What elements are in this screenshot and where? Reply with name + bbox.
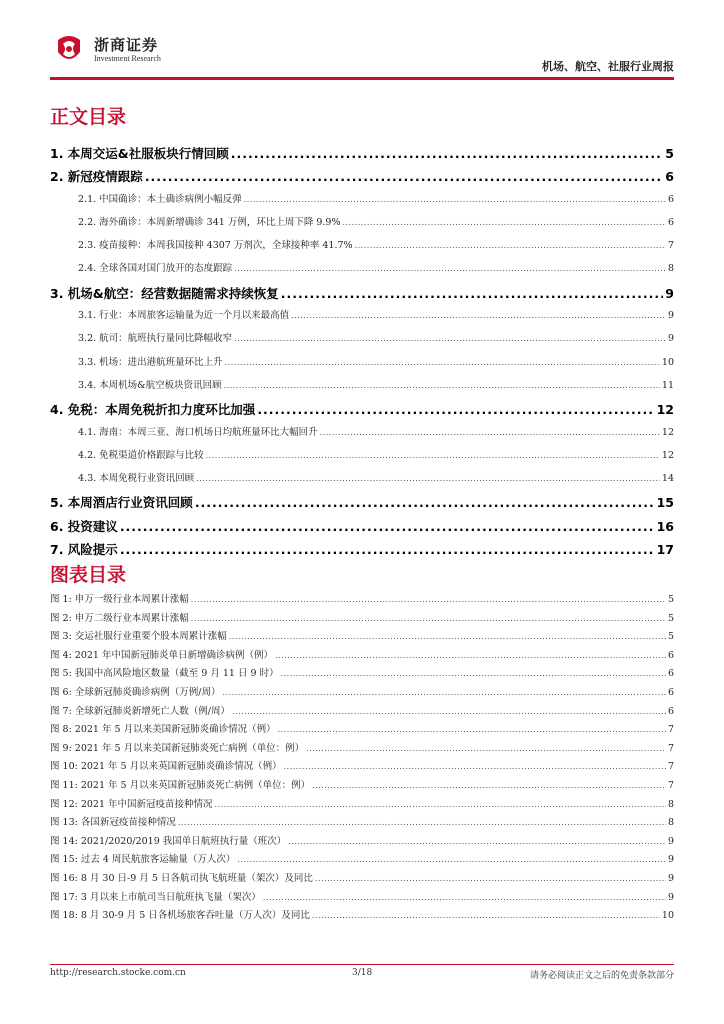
toc-entry-page: 12 bbox=[661, 449, 674, 461]
figure-entry[interactable] bbox=[50, 703, 674, 722]
toc-entry-label: 2. 新冠疫情跟踪 bbox=[50, 169, 143, 185]
dot-leader bbox=[342, 218, 665, 227]
toc-entry-label: 3.1. 行业：本周旅客运输量为近一个月以来最高值 bbox=[78, 310, 290, 322]
figure-entry-label: 图 15: 过去 4 周民航旅客运输量（万人次） bbox=[50, 854, 236, 866]
figure-entry-page: 9 bbox=[667, 835, 674, 847]
toc-entry-page: 14 bbox=[661, 473, 674, 485]
figure-entry[interactable] bbox=[50, 833, 674, 852]
footer-divider bbox=[50, 964, 674, 965]
figure-entry-label: 图 9: 2021 年 5 月以来美国新冠肺炎死亡病例（单位：例） bbox=[50, 742, 305, 754]
toc-entry[interactable] bbox=[50, 237, 674, 260]
company-logo bbox=[50, 30, 210, 72]
header-divider bbox=[50, 77, 674, 80]
dot-leader bbox=[232, 707, 666, 716]
dot-leader bbox=[196, 474, 660, 483]
figure-entry-page: 7 bbox=[667, 742, 674, 754]
dot-leader bbox=[225, 358, 660, 367]
dot-leader bbox=[178, 818, 666, 827]
toc-entry[interactable] bbox=[50, 260, 674, 283]
toc-entry[interactable] bbox=[50, 493, 674, 516]
page-header bbox=[50, 30, 674, 76]
toc-entry[interactable] bbox=[50, 330, 674, 353]
figure-entry-page: 6 bbox=[667, 705, 674, 717]
dot-leader bbox=[234, 264, 666, 273]
figure-entry[interactable] bbox=[50, 907, 674, 926]
toc-entry[interactable] bbox=[50, 284, 674, 307]
figure-entry-label: 图 7: 全球新冠肺炎新增死亡人数（例/周） bbox=[50, 705, 230, 717]
toc-entry-label: 5. 本周酒店行业资讯回顾 bbox=[50, 495, 193, 511]
toc-entry-label: 4.3. 本周免税行业资讯回顾 bbox=[78, 473, 195, 485]
figure-entry-label: 图 10: 2021 年 5 月以来英国新冠肺炎确诊情况（例） bbox=[50, 761, 282, 773]
dot-leader bbox=[231, 146, 664, 161]
figure-entry-label: 图 8: 2021 年 5 月以来美国新冠肺炎确诊情况（例） bbox=[50, 724, 276, 736]
toc-heading: 正文目录 bbox=[50, 106, 127, 128]
dot-leader bbox=[275, 651, 666, 660]
figure-entry-label: 图 14: 2021/2020/2019 我国单日航班执行量（班次） bbox=[50, 835, 287, 847]
toc-entry-label: 2.3. 疫苗接种：本周我国接种 4307 万剂次，全球接种率 41.7% bbox=[78, 240, 353, 252]
dot-leader bbox=[355, 241, 666, 250]
dot-leader bbox=[120, 542, 655, 557]
toc-entry-page: 6 bbox=[667, 193, 674, 205]
dot-leader bbox=[320, 428, 660, 437]
toc-entry-label: 4.1. 海南：本周三亚、海口机场日均航班量环比大幅回升 bbox=[78, 426, 318, 438]
toc-entry-page: 11 bbox=[661, 379, 674, 391]
figure-entry[interactable] bbox=[50, 684, 674, 703]
toc-entry-label: 2.1. 中国确诊：本土确诊病例小幅反弹 bbox=[78, 193, 242, 205]
figure-entry-label: 图 17: 3 月以来上市航司当日航班执飞量（架次） bbox=[50, 891, 261, 903]
toc-entry-page: 15 bbox=[656, 495, 674, 511]
figure-entry[interactable] bbox=[50, 647, 674, 666]
toc-entry-label: 1. 本周交运&社服板块行情回顾 bbox=[50, 146, 229, 161]
figure-entry-page: 6 bbox=[667, 686, 674, 698]
toc-entry-page: 5 bbox=[665, 146, 674, 161]
toc-entry[interactable] bbox=[50, 377, 674, 400]
toc-entry[interactable] bbox=[50, 214, 674, 237]
dot-leader bbox=[291, 311, 666, 320]
dot-leader bbox=[284, 762, 666, 771]
figure-entry[interactable] bbox=[50, 814, 674, 833]
figure-entry-label: 图 11: 2021 年 5 月以来英国新冠肺炎死亡病例（单位：例） bbox=[50, 779, 311, 791]
figure-entry-page: 8 bbox=[667, 817, 674, 829]
toc-entry-page: 9 bbox=[667, 333, 674, 345]
figure-entry-page: 7 bbox=[667, 724, 674, 736]
figure-entry-page: 5 bbox=[667, 594, 674, 605]
dot-leader bbox=[224, 381, 660, 390]
figure-entry-page: 10 bbox=[661, 910, 674, 922]
footer-disclaimer: 请务必阅读正文之后的免责条款部分 bbox=[529, 971, 674, 981]
footer-url[interactable]: http://research.stocke.com.cn bbox=[50, 968, 186, 978]
logo-english-name: Investment Research bbox=[94, 54, 161, 63]
figure-entry-page: 9 bbox=[667, 891, 674, 903]
toc-entry-label: 3.2. 航司：航班执行量同比降幅收窄 bbox=[78, 333, 233, 345]
toc-entry[interactable] bbox=[50, 424, 674, 447]
figure-entry[interactable] bbox=[50, 665, 674, 684]
toc-entry[interactable] bbox=[50, 354, 674, 377]
figure-entry-label: 图 2: 申万二级行业本周累计涨幅 bbox=[50, 612, 189, 624]
dot-leader bbox=[215, 800, 666, 809]
dot-leader bbox=[315, 874, 666, 883]
toc-entry-page: 9 bbox=[665, 285, 674, 301]
toc-entry[interactable] bbox=[50, 470, 674, 493]
dot-leader bbox=[195, 495, 655, 510]
dot-leader bbox=[306, 744, 666, 753]
dot-leader bbox=[312, 911, 660, 920]
table-of-contents bbox=[50, 144, 674, 563]
dot-leader bbox=[257, 402, 654, 417]
figure-entry[interactable] bbox=[50, 796, 674, 815]
dot-leader bbox=[312, 781, 666, 790]
figure-entry-label: 图 5: 我国中高风险地区数量（截至 9 月 11 日 9 时） bbox=[50, 668, 279, 680]
dot-leader bbox=[191, 595, 666, 604]
toc-entry-label: 3.4. 本周机场&航空板块资讯回顾 bbox=[78, 379, 222, 391]
figure-entry[interactable] bbox=[50, 870, 674, 889]
toc-entry-page: 6 bbox=[665, 169, 674, 185]
figure-entry[interactable] bbox=[50, 740, 674, 759]
toc-entry[interactable] bbox=[50, 307, 674, 330]
toc-entry-page: 10 bbox=[661, 356, 674, 368]
figure-entry[interactable] bbox=[50, 591, 674, 610]
figure-entry-page: 9 bbox=[667, 854, 674, 866]
footer-page-number: 3/18 bbox=[352, 968, 373, 978]
dot-leader bbox=[281, 286, 664, 301]
dot-leader bbox=[120, 519, 655, 534]
dot-leader bbox=[229, 632, 666, 641]
logo-emblem-icon bbox=[52, 32, 86, 66]
figure-entry-label: 图 18: 8 月 30-9 月 5 日各机场旅客吞吐量（万人次）及同比 bbox=[50, 910, 310, 922]
figure-entry-page: 9 bbox=[667, 872, 674, 884]
report-type-label: 机场、航空、社服行业周报 bbox=[542, 60, 674, 73]
figure-entry[interactable] bbox=[50, 721, 674, 740]
toc-entry-page: 6 bbox=[667, 216, 674, 228]
toc-entry[interactable] bbox=[50, 144, 674, 167]
toc-entry-page: 8 bbox=[667, 263, 674, 275]
toc-entry-label: 7. 风险提示 bbox=[50, 542, 118, 558]
toc-entry-label: 2.2. 海外确诊：本周新增确诊 341 万例，环比上周下降 9.9% bbox=[78, 216, 341, 228]
figure-entry-page: 5 bbox=[667, 612, 674, 624]
dot-leader bbox=[191, 614, 666, 623]
dot-leader bbox=[288, 837, 666, 846]
dot-leader bbox=[263, 893, 666, 902]
toc-entry[interactable] bbox=[50, 517, 674, 540]
toc-entry[interactable] bbox=[50, 540, 674, 563]
figure-list-heading: 图表目录 bbox=[50, 564, 127, 586]
dot-leader bbox=[244, 195, 666, 204]
figure-entry-label: 图 6: 全球新冠肺炎确诊病例（万例/周） bbox=[50, 686, 221, 698]
toc-entry-page: 12 bbox=[661, 426, 674, 438]
figure-entry-page: 8 bbox=[667, 798, 674, 810]
dot-leader bbox=[223, 688, 666, 697]
toc-entry-label: 6. 投资建议 bbox=[50, 518, 118, 534]
figure-entry-label: 图 16: 8 月 30 日-9 月 5 日各航司执飞航班量（架次）及同比 bbox=[50, 872, 313, 884]
toc-entry[interactable] bbox=[50, 400, 674, 423]
figure-entry-page: 6 bbox=[667, 668, 674, 680]
figure-entry[interactable] bbox=[50, 628, 674, 647]
figure-entry-label: 图 3: 交运社服行业重要个股本周累计涨幅 bbox=[50, 631, 227, 643]
toc-entry-label: 2.4. 全球各国对国门放开的态度跟踪 bbox=[78, 263, 233, 275]
toc-entry[interactable] bbox=[50, 447, 674, 470]
figure-entry-page: 7 bbox=[667, 761, 674, 773]
figure-entry-label: 图 4: 2021 年中国新冠肺炎单日新增确诊病例（例） bbox=[50, 649, 273, 661]
figure-entry[interactable] bbox=[50, 777, 674, 796]
dot-leader bbox=[234, 334, 666, 343]
figure-entry-label: 图 12: 2021 年中国新冠疫苗接种情况 bbox=[50, 798, 213, 810]
toc-entry-page: 7 bbox=[667, 240, 674, 252]
toc-entry-label: 4.2. 免税渠道价格跟踪与比较 bbox=[78, 449, 204, 461]
toc-entry-page: 16 bbox=[656, 518, 674, 534]
toc-entry[interactable] bbox=[50, 191, 674, 214]
figure-entry-label: 图 13: 各国新冠疫苗接种情况 bbox=[50, 817, 176, 829]
toc-entry[interactable] bbox=[50, 167, 674, 190]
figure-entry[interactable] bbox=[50, 758, 674, 777]
figure-entry[interactable] bbox=[50, 610, 674, 629]
toc-entry-page: 12 bbox=[656, 402, 674, 418]
figure-entry-page: 6 bbox=[667, 649, 674, 661]
dot-leader bbox=[281, 669, 666, 678]
figure-entry[interactable] bbox=[50, 889, 674, 908]
toc-entry-label: 3. 机场&航空：经营数据随需求持续恢复 bbox=[50, 285, 279, 301]
toc-entry-label: 4. 免税：本周免税折扣力度环比加强 bbox=[50, 402, 256, 418]
toc-entry-page: 17 bbox=[656, 542, 674, 558]
dot-leader bbox=[145, 169, 663, 184]
toc-entry-page: 9 bbox=[667, 310, 674, 322]
dot-leader bbox=[206, 451, 660, 460]
toc-entry-label: 3.3. 机场：进出港航班量环比上升 bbox=[78, 356, 223, 368]
figure-entry-page: 5 bbox=[667, 631, 674, 643]
figure-entry-label: 图 1: 申万一级行业本周累计涨幅 bbox=[50, 594, 189, 605]
figure-entry-page: 7 bbox=[667, 779, 674, 791]
figure-entry[interactable] bbox=[50, 851, 674, 870]
logo-chinese-name: 浙商证券 bbox=[94, 36, 159, 54]
dot-leader bbox=[237, 855, 666, 864]
dot-leader bbox=[278, 725, 666, 734]
figure-list bbox=[50, 591, 674, 926]
